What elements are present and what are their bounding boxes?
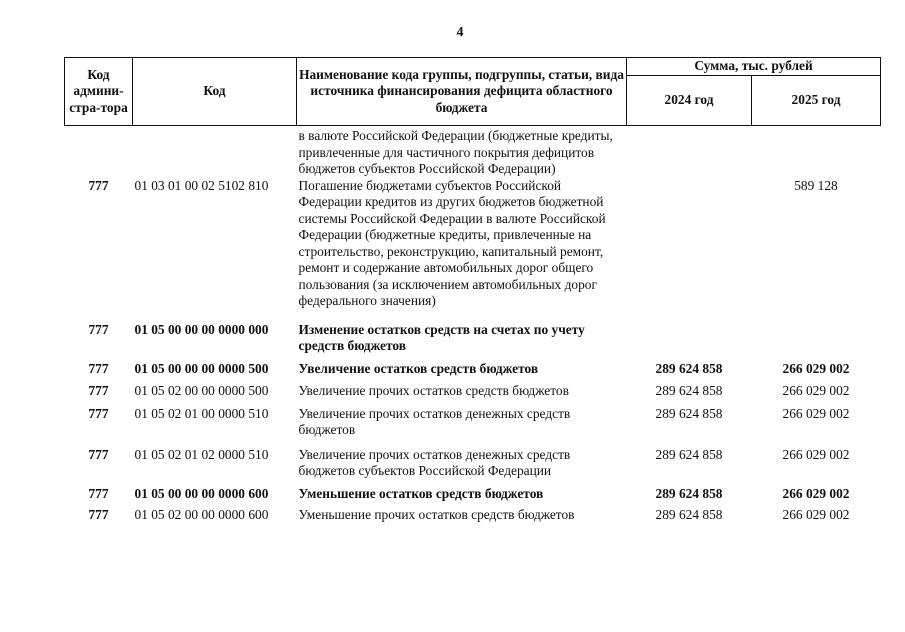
table-body — [65, 126, 881, 524]
cell-code: 01 05 02 01 02 0000 510 — [134, 446, 269, 462]
cell-name: Уменьшение прочих остатков средств бюджетов — [298, 507, 575, 522]
cell-value-2024 — [627, 322, 752, 355]
cell-name: Увеличение прочих остатков денежных средств бюджетов субъектов Российской Федерации — [298, 446, 571, 478]
cell-name: Погашение бюджетами субъектов Российской Федерации кредитов из других бюджетов бюджетной системы Российской Федерации в валюте Российской Федерации (бюджетные кредиты, привлеченные на строительство, реконструкцию, капитальный ремонт, ремонт и содержание автомобильных дорог общего пользования (за исключением автомобильных дорог федерального значения) — [298, 177, 606, 308]
cell-admin-code: 777 — [88, 360, 109, 376]
cell-code: 01 05 00 00 00 0000 000 — [134, 321, 269, 337]
table-row — [65, 439, 881, 480]
cell-code: 01 05 00 00 00 0000 500 — [134, 360, 269, 376]
table-row-continuation — [65, 126, 881, 178]
cell-code: 01 05 00 00 00 0000 600 — [134, 485, 269, 501]
header-code: Код — [133, 58, 297, 126]
cell-value-2024: 289 624 858 — [655, 446, 723, 462]
table-row — [65, 480, 881, 503]
cell-value-2024: 289 624 858 — [655, 383, 723, 398]
cell-value-2025: 266 029 002 — [782, 383, 850, 398]
cell-admin-code: 777 — [88, 405, 109, 421]
cell-value-2024: 289 624 858 — [655, 360, 723, 376]
cell-value-2025: 266 029 002 — [782, 485, 850, 501]
header-name: Наименование кода группы, подгруппы, статьи, вида источника финансирования дефицита областного бюджета — [297, 58, 627, 126]
cell-value-2025: 266 029 002 — [782, 405, 850, 421]
header-year-2025: 2025 год — [752, 76, 881, 126]
cell-admin-code: 777 — [88, 485, 109, 501]
cell-admin-code: 777 — [88, 446, 109, 462]
cell-value-2024: 289 624 858 — [655, 507, 723, 522]
row-spacer — [65, 310, 881, 322]
header-sum: Сумма, тыс. рублей — [627, 58, 881, 76]
cell-code: 01 05 02 00 00 0000 500 — [134, 383, 269, 398]
cell-admin-code: 777 — [88, 177, 109, 193]
table-row — [65, 178, 881, 310]
cell-code: 01 05 02 00 00 0000 600 — [134, 507, 269, 522]
cell-value-2024: 289 624 858 — [655, 485, 723, 501]
header-year-2024: 2024 год — [627, 76, 752, 126]
cell-value-2025: 266 029 002 — [782, 507, 850, 522]
table-row — [65, 377, 881, 400]
page-number: 4 — [456, 25, 464, 40]
cell-admin-code: 777 — [88, 507, 109, 522]
cell-name: Увеличение остатков средств бюджетов — [298, 360, 539, 376]
cell-value-2024: 289 624 858 — [655, 405, 723, 421]
cell-value-2025: 589 128 — [794, 177, 838, 193]
table-row — [65, 502, 881, 524]
cell-name: Увеличение прочих остатков денежных средств бюджетов — [298, 405, 571, 437]
cell-value-2025: 266 029 002 — [782, 446, 850, 462]
cell-admin-code: 777 — [88, 383, 109, 398]
cell-name: Увеличение прочих остатков средств бюджетов — [298, 383, 569, 398]
cell-value-2024 — [627, 178, 752, 310]
table-row — [65, 355, 881, 378]
cell-code: 01 05 02 01 00 0000 510 — [134, 405, 269, 421]
table-row — [65, 400, 881, 439]
continuation-text: в валюте Российской Федерации (бюджетные кредиты, привлеченные для частичного покрытия дефицитов бюджетов субъектов Российской Федерации) — [298, 128, 613, 176]
table-row — [65, 322, 881, 355]
cell-code: 01 03 01 00 02 5102 810 — [134, 177, 269, 193]
cell-name: Изменение остатков средств на счетах по учету средств бюджетов — [298, 321, 585, 353]
cell-value-2025 — [752, 322, 881, 355]
cell-value-2025: 266 029 002 — [782, 360, 850, 376]
budget-sources-table — [64, 57, 881, 524]
table-header — [65, 58, 881, 126]
header-admin-code: Код админи-стра-тора — [65, 58, 133, 126]
cell-name: Уменьшение остатков средств бюджетов — [298, 485, 544, 501]
cell-admin-code: 777 — [88, 321, 109, 337]
